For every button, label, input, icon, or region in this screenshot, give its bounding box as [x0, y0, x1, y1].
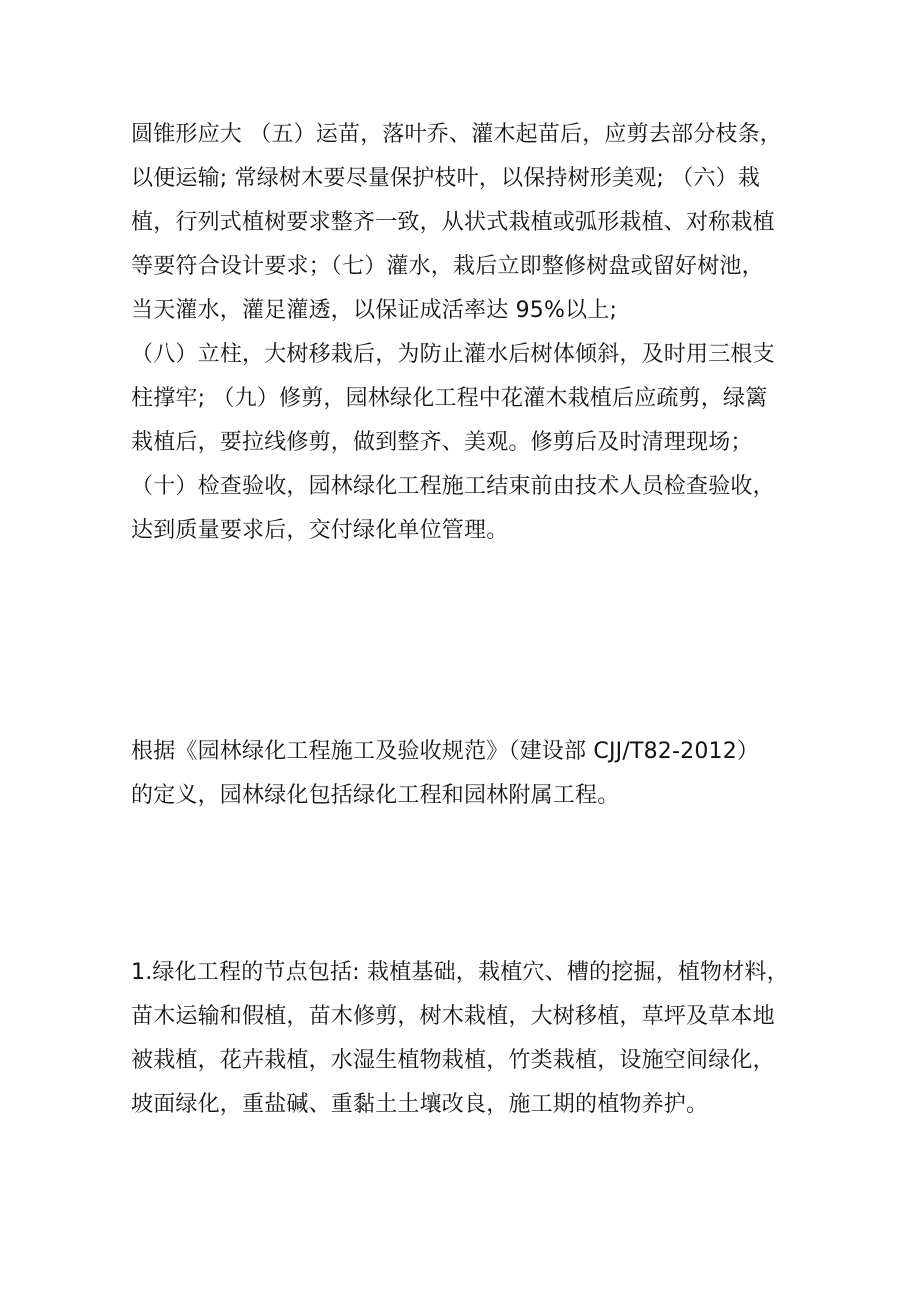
text-line: 以便运输; 常绿树木要尽量保护枝叶，以保持树形美观; （六）栽	[131, 166, 761, 191]
paragraph-greening-nodes	[131, 951, 811, 1127]
text-line: 植，行列式植树要求整齐一致，从状式栽植或弧形栽植、对称栽植	[131, 210, 775, 235]
text-line: 根据《园林绿化工程施工及验收规范》（建设部 CJJ/T82-2012）	[131, 739, 760, 764]
text-line: 等要符合设计要求；（七）灌水，栽后立即整修树盘或留好树池，	[131, 254, 764, 279]
text-line: （八）立柱，大树移栽后，为防止灌水后树体倾斜，及时用三根支	[131, 342, 775, 367]
text-line: 坡面绿化，重盐碱、重黏土土壤改良，施工期的植物养护。	[131, 1092, 709, 1117]
text-line: 苗木运输和假植，苗木修剪，树木栽植，大树移植，草坪及草本地	[131, 1004, 775, 1029]
text-line: 被栽植，花卉栽植，水湿生植物栽植，竹类栽植，设施空间绿化，	[131, 1048, 775, 1073]
paragraph-definition	[131, 730, 811, 818]
text-line: 圆锥形应大 （五）运苗，落叶乔、灌木起苗后，应剪去部分枝条，	[131, 122, 782, 147]
text-line: 柱撑牢; （九）修剪，园林绿化工程中花灌木栽植后应疏剪，绿篱	[131, 386, 768, 411]
text-line: 1.绿化工程的节点包括: 栽植基础，栽植穴、槽的挖掘，植物材料，	[131, 960, 789, 985]
text-line: 当天灌水，灌足灌透，以保证成活率达 95%以上;	[131, 298, 618, 323]
text-line: 达到质量要求后，交付绿化单位管理。	[131, 518, 509, 543]
text-line: 的定义，园林绿化包括绿化工程和园林附属工程。	[131, 783, 620, 808]
text-line: 栽植后，要拉线修剪，做到整齐、美观。修剪后及时清理现场；	[131, 430, 753, 455]
text-line: （十）检查验收，园林绿化工程施工结束前由技术人员检查验收，	[131, 474, 775, 499]
paragraph-planting-steps	[131, 113, 811, 553]
